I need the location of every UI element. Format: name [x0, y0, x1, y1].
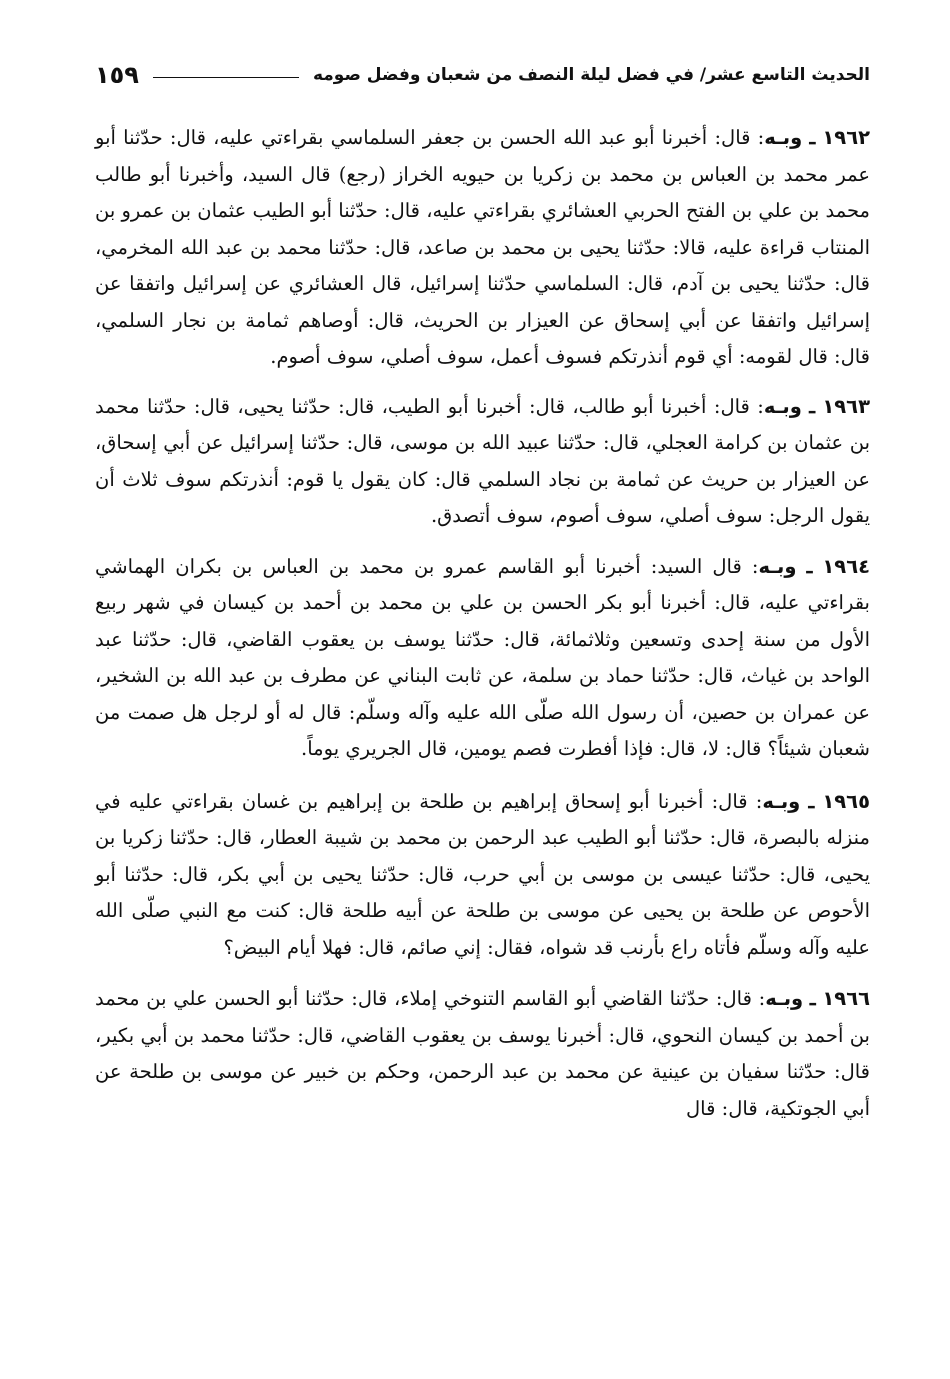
hadith-text: قال السيد: أخبرنا أبو القاسم عمرو بن محمد بن العباس بن بكران الهماشي بقراءتي عليه، قال: أخبرنا أبو بكر الحسن بن علي بن محمد بن أحمد بن كيسان في شهر ربيع الأول من سنة إحدى وتسعين وثلاثمائة، قال: حدّثنا يوسف بن يعقوب القاضي، قال: حدّثنا عبد الواحد بن غياث، قال: حدّثنا حماد بن سلمة، عن ثابت البناني عن مطرف بن عبد الله بن الشخير، عن عمران بن حصين، أن رسول الله صلّى الله عليه وآله وسلّم: قال له أو لرجل هل صمت من شعبان شيئاً؟ قال: لا، قال: فإذا أفطرت فصم يومين، قال الجريري يوماً.: [95, 554, 870, 760]
hadith-lead: وبـه: [758, 554, 797, 578]
book-page: [95, 52, 870, 1127]
hadith-text: قال: أخبرنا أبو طالب، قال: أخبرنا أبو الطيب، قال: حدّثنا يحيى، قال: حدّثنا محمد بن عثمان بن كرامة العجلي، قال: حدّثنا عبيد الله بن موسى، قال: حدّثنا إسرائيل عن أبي إسحاق، عن العيزار بن حريث عن ثمامة بن نجاد السلمي قال: كان يقول يا قوم: أنذرتكم سوف ثلاث أن يقول الرجل: سوف أصلي، سوف أصوم، سوف أتصدق.: [95, 394, 870, 527]
hadith-number: ١٩٦٢: [822, 126, 870, 149]
hadith-number: ١٩٦٦: [822, 987, 870, 1010]
hadith-number: ١٩٦٥: [822, 789, 870, 813]
hadith-dash: ـ: [806, 554, 813, 578]
hadith-lead: وبـه: [765, 987, 804, 1010]
hadith-dash: ـ: [809, 126, 816, 149]
header-title: الحديث التاسع عشر/ في فضل ليلة النصف من شعبان وفضل صومه: [312, 65, 870, 85]
hadith-paragraph: ١٩٦٦ ـ وبـه: قال: حدّثنا القاضي أبو القاسم التنوخي إملاء، قال: حدّثنا أبو الحسن علي بن محمد بن أحمد بن كيسان النحوي، قال: أخبرنا يوسف بن يعقوب القاضي، قال: حدّثنا محمد بن أبي بكير، قال: حدّثنا سفيان بن عينية عن محمد بن عبد الرحمن، وحكم بن خبير عن موسى بن طلحة عن أبي الجوتكية، قال: قال: [95, 987, 870, 1120]
hadith-paragraph: ١٩٦٥ ـ وبـه: قال: أخبرنا أبو إسحاق إبراهيم بن طلحة بن إبراهيم بن غسان بقراءتي عليه في منزله بالبصرة، قال: حدّثنا أبو الطيب عبد الرحمن بن محمد بن شيبة العطار، قال: حدّثنا زكريا بن يحيى، قال: حدّثنا عيسى بن موسى بن أبي حرب، قال: حدّثنا يحيى بن أبي بكر، قال: حدّثنا أبو الأحوص عن طلحة بن يحيى عن موسى بن طلحة عن أبيه طلحة قال: كنت مع النبي صلّى الله عليه وآله وسلّم فأتاه راع بأرنب قد شواه، فقال: إني صائم، قال: فهلا أيام البيض؟: [95, 789, 870, 959]
hadith-lead: وبـه: [764, 126, 803, 149]
header-rule: [153, 77, 299, 78]
hadith-number: ١٩٦٤: [822, 554, 871, 578]
hadith-text: قال: أخبرنا أبو عبد الله الحسن بن جعفر السلماسي بقراءتي عليه، قال: حدّثنا أبو عمر محمد بن العباس بن محمد بن زكريا بن حيويه الخراز (رجع) قال السيد، وأخبرنا أبو طالب محمد بن علي بن الفتح الحربي العشائري بقراءتي عليه، قال: حدّثنا أبو الطيب عثمان بن عمرو بن المنتاب قراءة عليه، قالا: حدّثنا يحيى بن محمد بن صاعد، قال: حدّثنا محمد بن عبد الله المخرمي، قال: حدّثنا يحيى بن آدم، قال: السلماسي حدّثنا إسرائيل، قال العشائري عن إسرائيل واتفقا عن إسرائيل واتفقا عن أبي إسحاق عن العيزار بن الحريث، قال: أوصاهم ثمامة بن نجار السلمي، قال: قال لقومه: أي قوم أنذرتكم فسوف أعمل، سوف أصلي، سوف أصوم.: [95, 126, 870, 368]
page-number: ١٥٩: [95, 61, 139, 89]
hadith-lead: وبـه: [763, 394, 802, 418]
running-header: [95, 52, 870, 98]
hadith-lead: وبـه: [762, 789, 801, 813]
hadith-paragraph: ١٩٦٢ ـ وبـه: قال: أخبرنا أبو عبد الله الحسن بن جعفر السلماسي بقراءتي عليه، قال: حدّثنا أبو عمر محمد بن العباس بن محمد بن زكريا بن حيويه الخراز (رجع) قال السيد، وأخبرنا أبو طالب محمد بن علي بن الفتح الحربي العشائري بقراءتي عليه، قال: حدّثنا أبو الطيب عثمان بن عمرو بن المنتاب قراءة عليه، قالا: حدّثنا يحيى بن محمد بن صاعد، قال: حدّثنا محمد بن عبد الله المخرمي، قال: حدّثنا يحيى بن آدم، قال: السلماسي حدّثنا إسرائيل، قال العشائري عن إسرائيل واتفقا عن إسرائيل واتفقا عن أبي إسحاق عن العيزار بن الحريث، قال: أوصاهم ثمامة بن نجار السلمي، قال: قال لقومه: أي قوم أنذرتكم فسوف أعمل، سوف أصلي، سوف أصوم.: [95, 126, 870, 368]
hadith-dash: ـ: [809, 987, 816, 1010]
hadith-text: قال: أخبرنا أبو إسحاق إبراهيم بن طلحة بن إبراهيم بن غسان بقراءتي عليه في منزله بالبصرة، قال: حدّثنا أبو الطيب عبد الرحمن بن محمد بن شيبة العطار، قال: حدّثنا زكريا بن يحيى، قال: حدّثنا عيسى بن موسى بن أبي حرب، قال: حدّثنا يحيى بن أبي بكر، قال: حدّثنا أبو الأحوص عن طلحة بن يحيى عن موسى بن طلحة عن أبيه طلحة قال: كنت مع النبي صلّى الله عليه وآله وسلّم فأتاه راع بأرنب قد شواه، فقال: إني صائم، قال: فهلا أيام البيض؟: [95, 789, 870, 959]
hadith-number: ١٩٦٣: [822, 394, 870, 418]
hadith-paragraph: ١٩٦٤ ـ وبـه: قال السيد: أخبرنا أبو القاسم عمرو بن محمد بن العباس بن بكران الهماشي بقراءتي عليه، قال: أخبرنا أبو بكر الحسن بن علي بن محمد بن أحمد بن كيسان في شهر ربيع الأول من سنة إحدى وتسعين وثلاثمائة، قال: حدّثنا يوسف بن يعقوب القاضي، قال: حدّثنا عبد الواحد بن غياث، قال: حدّثنا حماد بن سلمة، عن ثابت البناني عن مطرف بن عبد الله بن الشخير، عن عمران بن حصين، أن رسول الله صلّى الله عليه وآله وسلّم: قال له أو لرجل هل صمت من شعبان شيئاً؟ قال: لا، قال: فإذا أفطرت فصم يومين، قال الجريري يوماً.: [95, 554, 871, 760]
hadith-paragraph: ١٩٦٣ ـ وبـه: قال: أخبرنا أبو طالب، قال: أخبرنا أبو الطيب، قال: حدّثنا يحيى، قال: حدّثنا محمد بن عثمان بن كرامة العجلي، قال: حدّثنا عبيد الله بن موسى، قال: حدّثنا إسرائيل عن أبي إسحاق، عن العيزار بن حريث عن ثمامة بن نجاد السلمي قال: كان يقول يا قوم: أنذرتكم سوف ثلاث أن يقول الرجل: سوف أصلي، سوف أصوم، سوف أتصدق.: [95, 394, 870, 527]
hadith-dash: ـ: [809, 394, 815, 418]
hadith-text: قال: حدّثنا القاضي أبو القاسم التنوخي إملاء، قال: حدّثنا أبو الحسن علي بن محمد بن أحمد بن كيسان النحوي، قال: أخبرنا يوسف بن يعقوب القاضي، قال: حدّثنا محمد بن أبي بكير، قال: حدّثنا سفيان بن عينية عن محمد بن عبد الرحمن، وحكم بن خبير عن موسى بن طلحة عن أبي الجوتكية، قال: قال: [95, 987, 870, 1120]
hadith-dash: ـ: [808, 789, 815, 813]
